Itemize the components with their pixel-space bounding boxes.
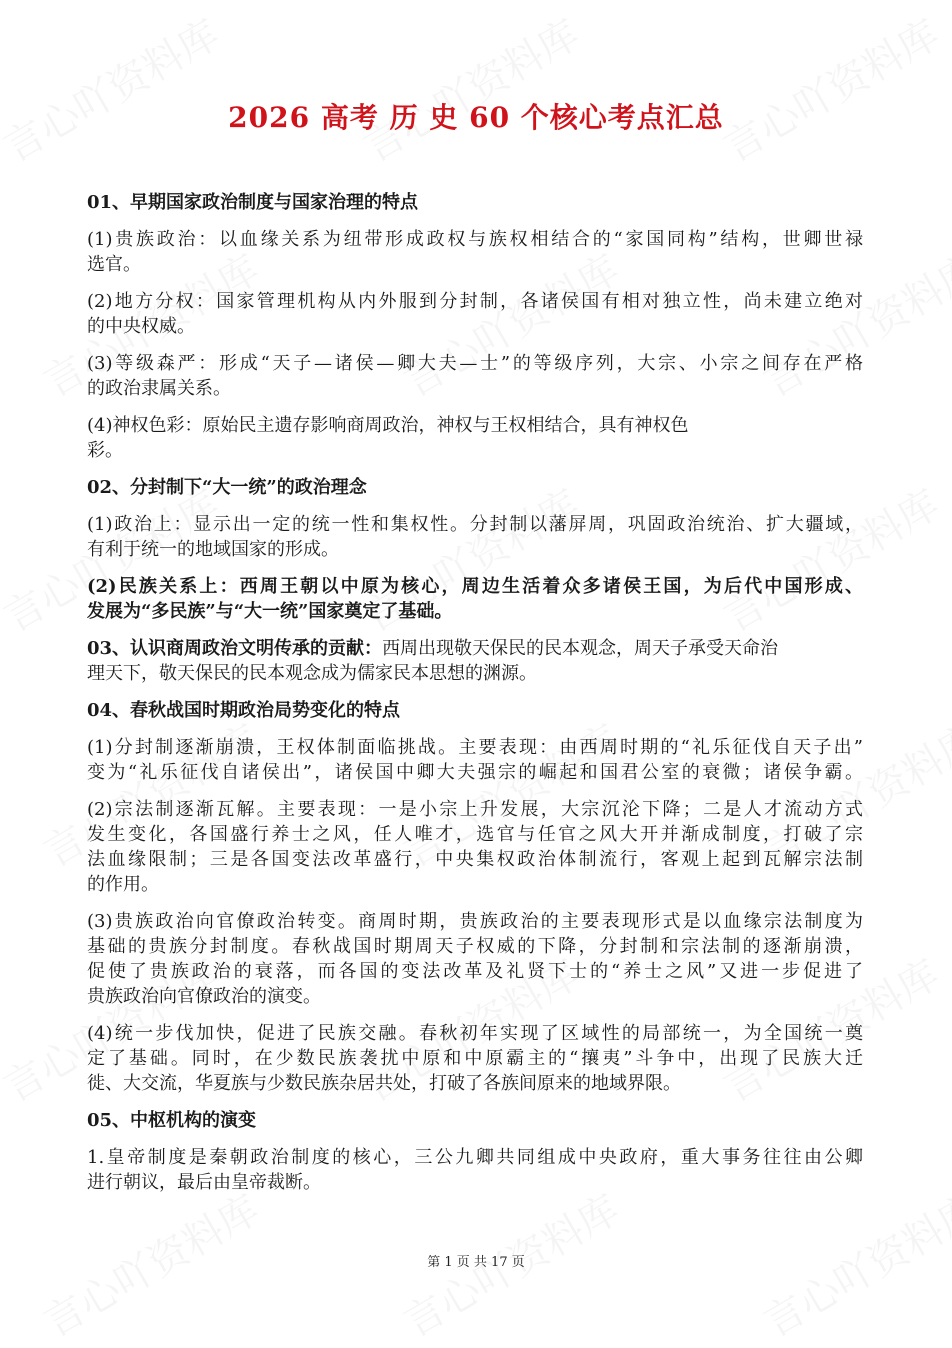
text-line: 进行朝议，最后由皇帝裁断。 xyxy=(87,1172,321,1193)
text-line: 1.皇帝制度是秦朝政治制度的核心，三公九卿共同组成中央政府，重大事务往往由公卿 xyxy=(87,1147,863,1168)
text-line: 理天下，敬天保民的民本观念成为儒家民本思想的渊源。 xyxy=(87,663,537,684)
text-line: 发展为“多民族”与“大一统”国家奠定了基础。 xyxy=(87,601,453,622)
watermark-text xyxy=(352,4,588,173)
text-line: 选官。 xyxy=(87,254,141,275)
text-line: (4)神权色彩：原始民主遗存影响商周政治，神权与王权相结合，具有神权色 xyxy=(87,415,689,436)
text-line: 法血缘限制；三是各国变法改革盛行，中央集权政治体制流行，客观上起到瓦解宗法制 xyxy=(87,849,863,870)
section-heading xyxy=(87,1108,863,1133)
section-heading xyxy=(87,698,863,723)
text-line: 定了基础。同时，在少数民族袭扰中原和中原霸主的“攘夷”斗争中，出现了民族大迁 xyxy=(87,1048,863,1069)
watermark-text xyxy=(712,4,948,173)
text-line: (2)宗法制逐渐瓦解。主要表现：一是小宗上升发展，大宗沉沦下降；二是人才流动方式 xyxy=(87,799,863,820)
text-line: (3)贵族政治向官僚政治转变。商周时期，贵族政治的主要表现形式是以血缘宗法制度为 xyxy=(87,911,863,932)
paragraph xyxy=(87,351,863,401)
text-line: 04、春秋战国时期政治局势变化的特点 xyxy=(87,700,401,721)
text-line: 01、早期国家政治制度与国家治理的特点 xyxy=(87,192,419,213)
text-line: 发生变化，各国盛行养士之风，任人唯才，选官与任官之风大开并渐成制度，打破了宗 xyxy=(87,824,863,845)
paragraph xyxy=(87,797,863,897)
text-line: 有利于统一的地域国家的形成。 xyxy=(87,539,339,560)
paragraph xyxy=(87,909,863,1009)
text-line: 02、分封制下“大一统”的政治理念 xyxy=(87,477,367,498)
text-run: 西周出现敬天保民的民本观念，周天子承受天命治 xyxy=(382,638,779,659)
text-line: 促使了贵族政治的衰落，而各国的变法改革及礼贤下士的“养士之风”又进一步促进了 xyxy=(87,961,863,982)
paragraph xyxy=(87,512,863,562)
paragraph xyxy=(87,227,863,277)
text-line: (1)贵族政治：以血缘关系为纽带形成政权与族权相结合的“家国同构”结构，世卿世禄 xyxy=(87,229,863,250)
paragraph xyxy=(87,1021,863,1096)
text-line: 贵族政治向官僚政治的演变。 xyxy=(87,986,321,1007)
text-line: 的中央权威。 xyxy=(87,316,195,337)
watermark-text xyxy=(0,4,228,173)
text-line: 变为“礼乐征伐自诸侯出”，诸侯国中卿大夫强宗的崛起和国君公室的衰微；诸侯争霸。 xyxy=(87,762,863,783)
text-line: 彩。 xyxy=(87,440,123,461)
text-line: (4)统一步伐加快，促进了民族交融。春秋初年实现了区域性的局部统一，为全国统一奠 xyxy=(87,1023,863,1044)
text-line: 基础的贵族分封制度。春秋战国时期周天子权威的下降，分封制和宗法制的逐渐崩溃， xyxy=(87,936,863,957)
text-line: (3)等级森严：形成“天子—诸侯—卿大夫—士”的等级序列，大宗、小宗之间存在严格 xyxy=(87,353,863,374)
paragraph xyxy=(87,574,863,624)
section-heading xyxy=(87,190,863,215)
text-line: (2)民族关系上：西周王朝以中原为核心，周边生活着众多诸侯王国，为后代中国形成、 xyxy=(87,576,863,597)
text-line: 的政治隶属关系。 xyxy=(87,378,231,399)
text-line: (1)政治上：显示出一定的统一性和集权性。分封制以藩屏周，巩固政治统治、扩大疆域， xyxy=(87,514,863,535)
text-line: 05、中枢机构的演变 xyxy=(87,1110,257,1131)
page-title: 2026 高考 历 史 60 个核心考点汇总 xyxy=(228,101,724,134)
text-line: 徙、大交流，华夏族与少数民族杂居共处，打破了各族间原来的地域界限。 xyxy=(87,1073,681,1094)
text-line: (1)分封制逐渐崩溃，王权体制面临挑战。主要表现：由西周时期的“礼乐征伐自天子出” xyxy=(87,737,863,758)
text-line: 的作用。 xyxy=(87,874,159,895)
paragraph xyxy=(87,735,863,785)
section-heading xyxy=(87,475,863,500)
section-heading: 03、认识商周政治文明传承的贡献： xyxy=(87,638,383,659)
text-line: (2)地方分权：国家管理机构从内外服到分封制，各诸侯国有相对独立性，尚未建立绝对 xyxy=(87,291,863,312)
paragraph xyxy=(87,413,863,463)
document-body xyxy=(87,190,863,1207)
paragraph xyxy=(87,1145,863,1195)
paragraph xyxy=(87,636,863,686)
page-footer: 第 1 页 共 17 页 xyxy=(427,1255,525,1270)
text-line xyxy=(87,636,863,661)
paragraph xyxy=(87,289,863,339)
